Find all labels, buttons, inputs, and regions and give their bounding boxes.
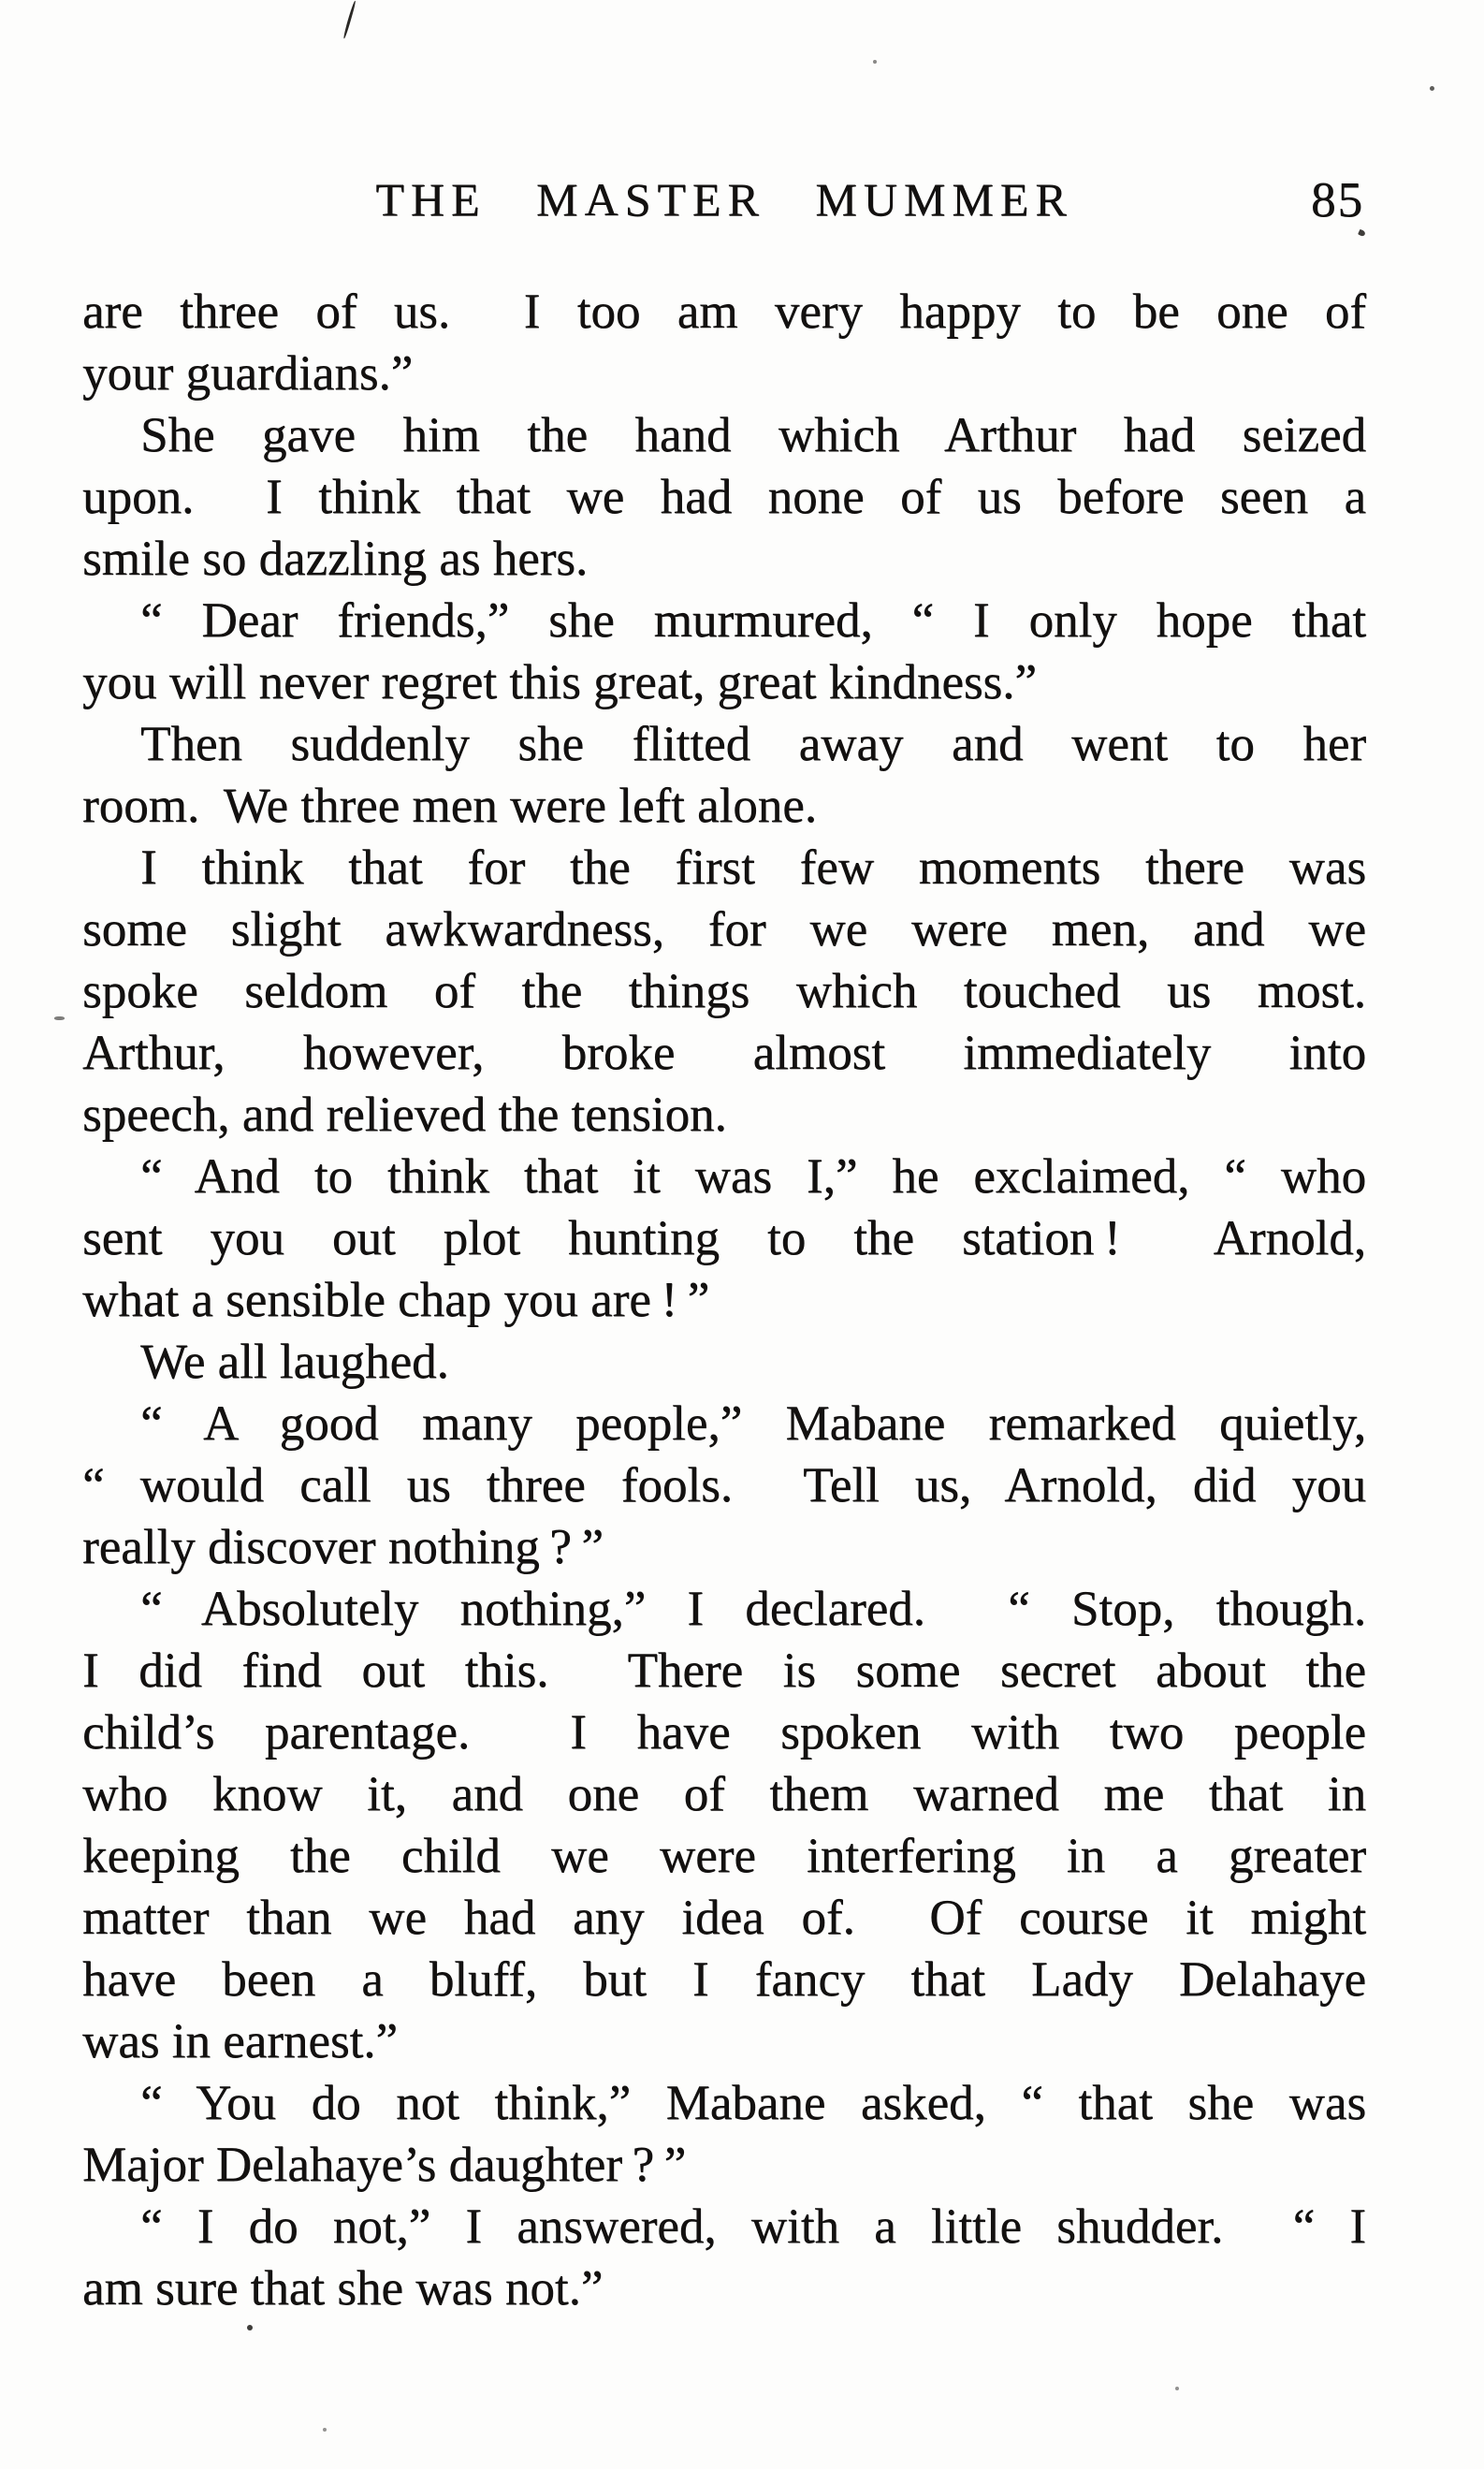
text-line: smile so dazzling as hers. [82,532,589,586]
text-line: have been a bluff, but I fancy that Lady Delahaye [82,1952,1366,2007]
text-line: I think that for the first few moments there was [140,840,1366,895]
running-head [82,172,1366,240]
text-line: “ You do not think,” Mabane asked, “ that she was [140,2076,1366,2130]
text-line: was in earnest.” [82,2014,398,2068]
ink-speck [873,60,877,64]
book-title-header: THE MASTER MUMMER [375,173,1073,226]
text-line: “ Dear friends,” she murmured, “ I only hope that [140,593,1366,648]
text-line: some slight awkwardness, for we were men, and we [82,902,1366,957]
text-line: keeping the child we were interfering in a greater [82,1829,1366,1883]
text-line: are three of us. I too am very happy to be one of [82,285,1366,339]
text-line: upon. I think that we had none of us before seen a [82,470,1366,524]
text-line: sent you out plot hunting to the station ! Arnold, [82,1211,1366,1265]
body-text [82,281,1366,2319]
ink-speck [1430,86,1434,91]
text-line: what a sensible chap you are ! ” [82,1273,710,1327]
text-line: “ A good many people,” Mabane remarked quietly, [140,1396,1366,1451]
ink-speck [247,2325,253,2330]
text-line: speech, and relieved the tension. [82,1088,727,1142]
ink-speck [54,1016,65,1020]
ink-speck [323,2428,327,2432]
ink-speck [1175,2387,1179,2390]
text-line: matter than we had any idea of. Of course it might [82,1891,1366,1945]
text-line: spoke seldom of the things which touched us most. [82,964,1366,1018]
text-line: room. We three men were left alone. [82,779,818,833]
text-line: who know it, and one of them warned me that in [82,1767,1366,1821]
text-line: Then suddenly she flitted away and went to her [140,717,1366,771]
text-line: She gave him the hand which Arthur had seized [140,408,1366,462]
text-line: Arthur, however, broke almost immediately into [82,1026,1366,1080]
text-line: child’s parentage. I have spoken with two people [82,1705,1366,1760]
text-line: Major Delahaye’s daughter ? ” [82,2138,687,2192]
text-line: “ I do not,” I answered, with a little shudder. “ I [140,2199,1366,2254]
text-line: your guardians.” [82,346,414,401]
text-line: “ would call us three fools. Tell us, Arnold, did you [82,1458,1366,1512]
text-line: you will never regret this great, great kindness.” [82,655,1037,709]
page-number: 85 [1311,173,1364,227]
text-line: really discover nothing ? ” [82,1520,604,1574]
text-line: “ Absolutely nothing,” I declared. “ Stop, though. [140,1582,1366,1636]
text-line: We all laughed. [140,1335,449,1389]
text-line: “ And to think that it was I,” he exclaimed, “ who [140,1149,1366,1204]
text-line: am sure that she was not.” [82,2261,604,2316]
scan-curl-mark [342,0,356,38]
text-line: I did find out this. There is some secret about the [82,1644,1366,1698]
